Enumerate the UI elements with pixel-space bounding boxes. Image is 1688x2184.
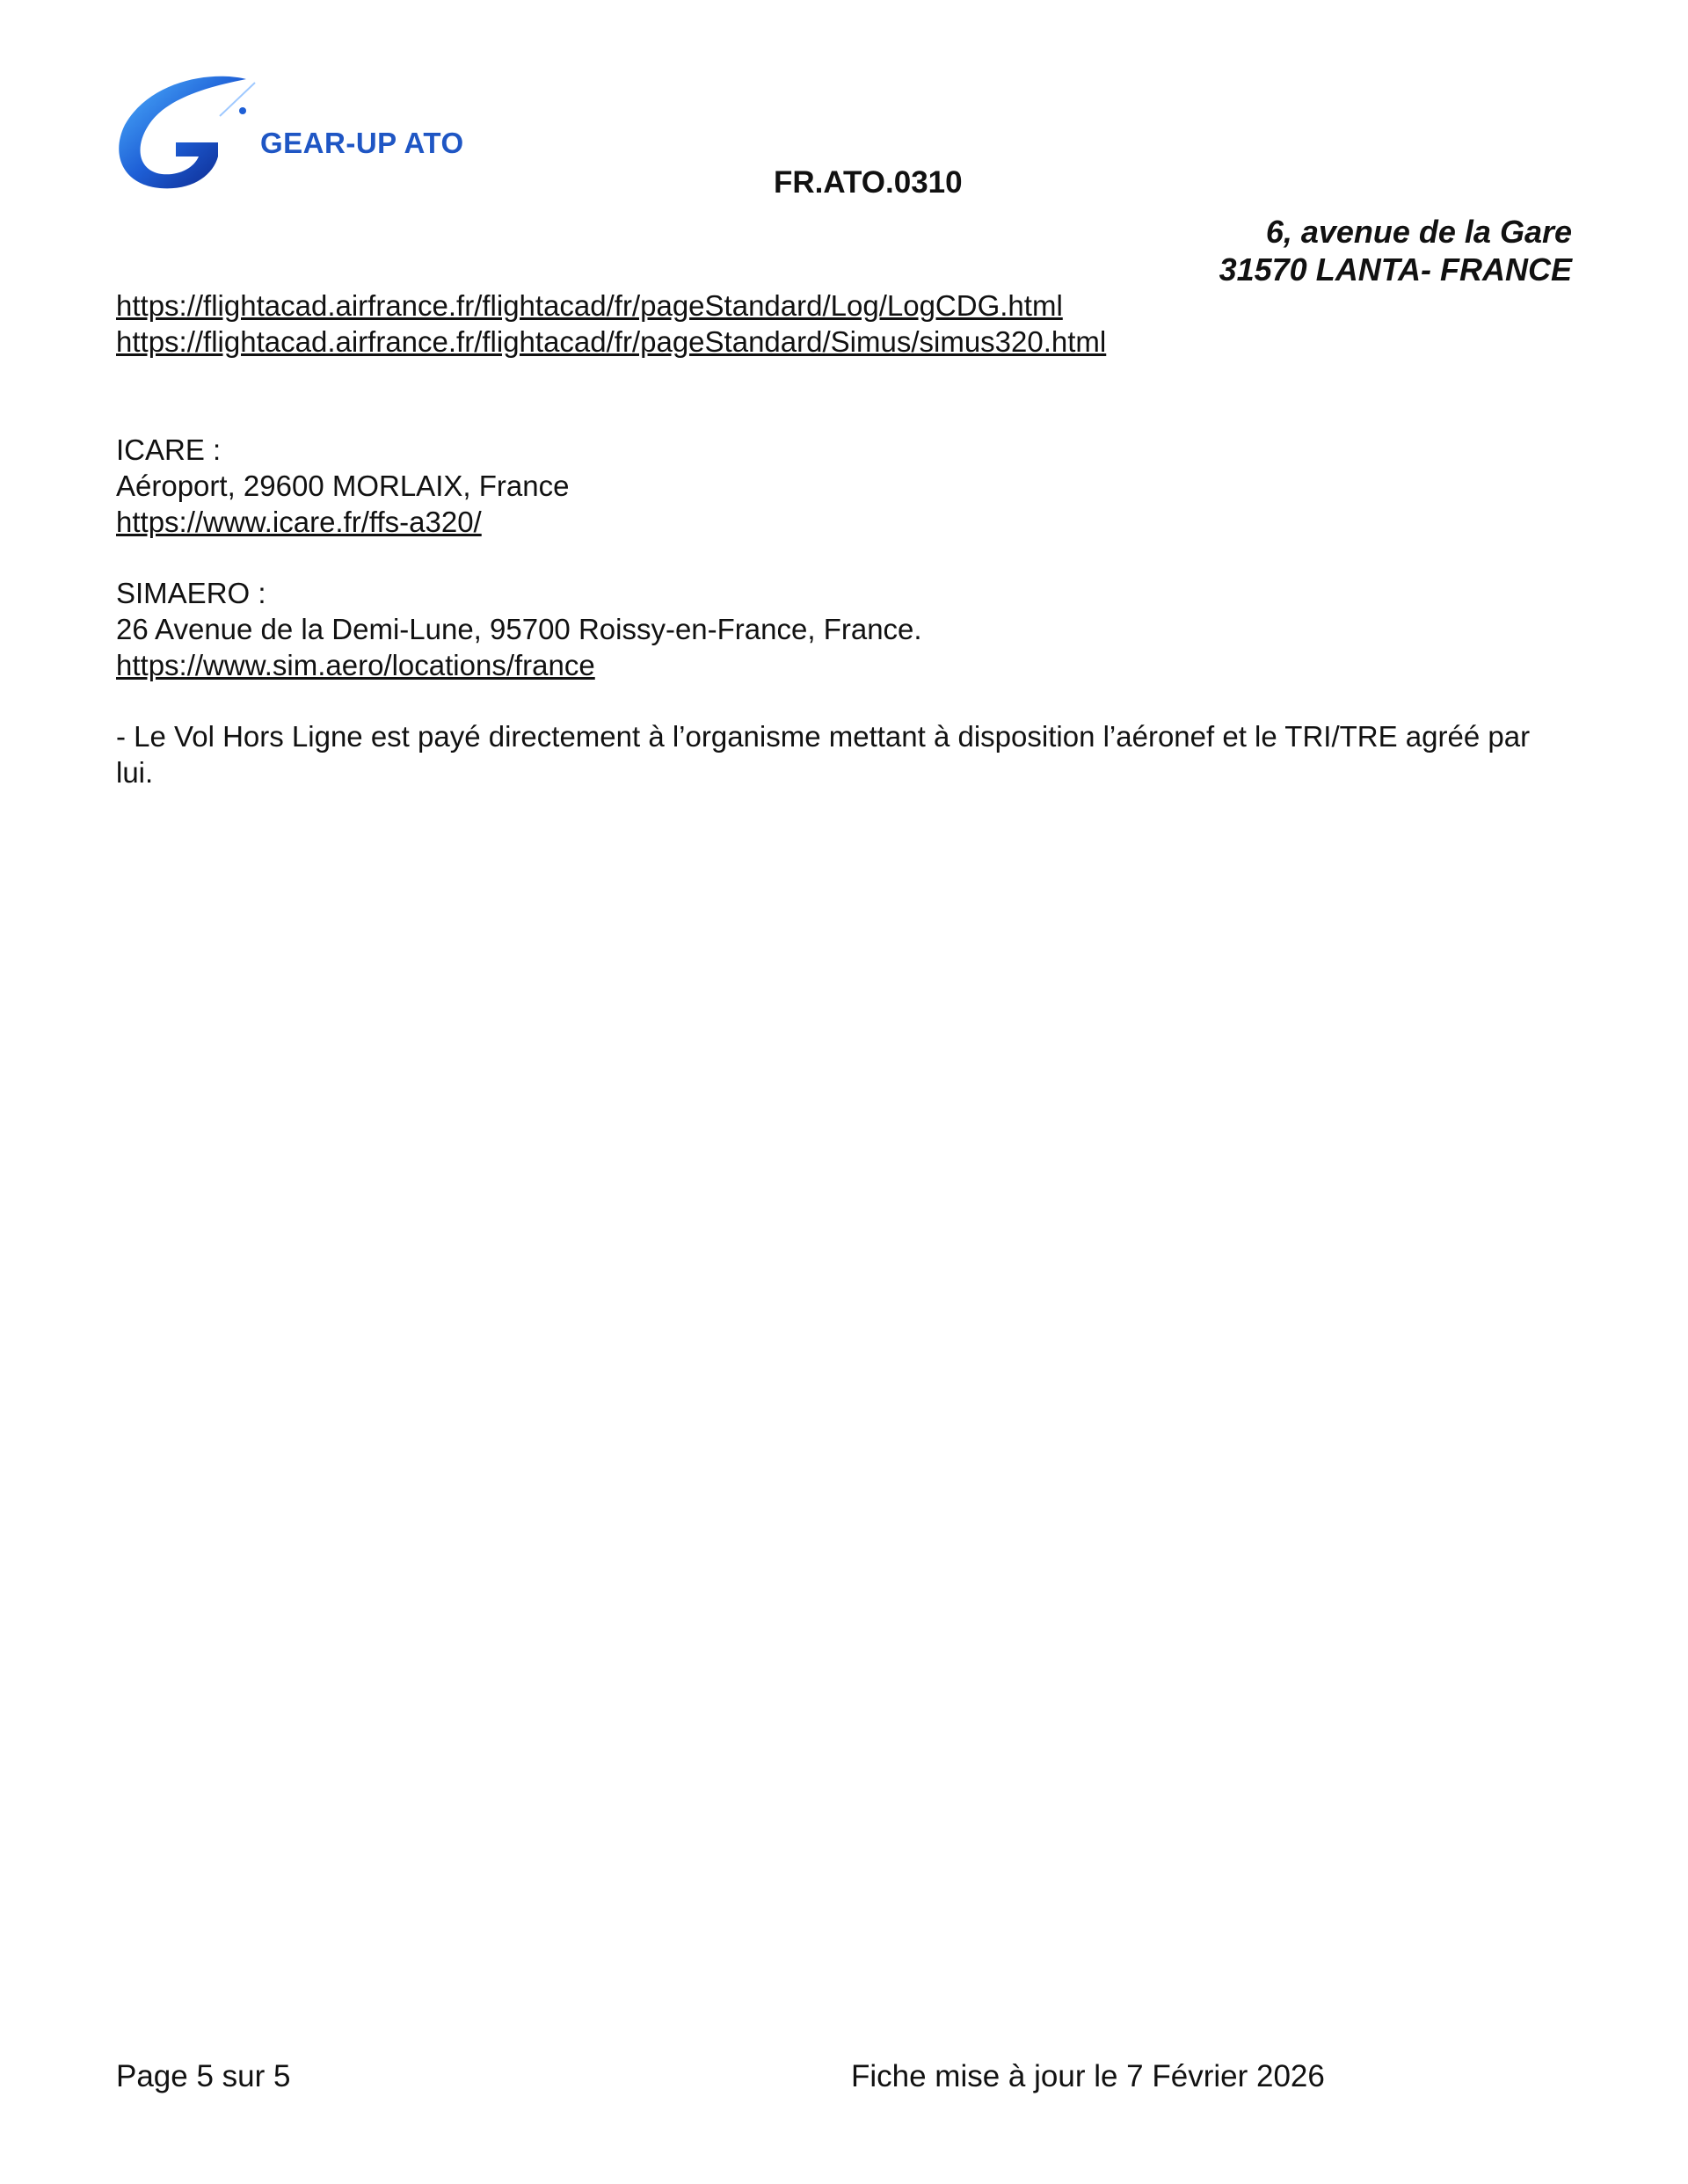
company-logo xyxy=(114,72,484,191)
address-city: 31570 LANTA- FRANCE xyxy=(1219,251,1572,288)
simaero-title: SIMAERO : xyxy=(116,577,266,609)
icare-link[interactable]: https://www.icare.fr/ffs-a320/ xyxy=(116,506,482,538)
address-street: 6, avenue de la Gare xyxy=(1265,214,1572,250)
company-address xyxy=(1219,213,1572,288)
icare-address: Aéroport, 29600 MORLAIX, France xyxy=(116,470,570,502)
payment-note: - Le Vol Hors Ligne est payé directement à l’organisme mettant à disposition l’aéronef et le TRI/TRE agréé par lui. xyxy=(116,720,1531,789)
link-airfrance-log[interactable]: https://flightacad.airfrance.fr/flightacad/fr/pageStandard/Log/LogCDG.html xyxy=(116,289,1063,322)
icare-title: ICARE : xyxy=(116,433,222,466)
gear-up-logo-icon xyxy=(114,72,259,191)
logo-text: GEAR-UP ATO xyxy=(260,127,464,159)
page-number: Page 5 sur 5 xyxy=(116,2059,291,2093)
simaero-address: 26 Avenue de la Demi-Lune, 95700 Roissy-en-France, France. xyxy=(116,613,922,645)
document-body xyxy=(116,288,1558,790)
document-reference: FR.ATO.0310 xyxy=(774,165,963,200)
update-date: Fiche mise à jour le 7 Février 2026 xyxy=(851,2059,1325,2093)
simaero-link[interactable]: https://www.sim.aero/locations/france xyxy=(116,649,595,681)
link-airfrance-simus[interactable]: https://flightacad.airfrance.fr/flightacad/fr/pageStandard/Simus/simus320.html xyxy=(116,325,1107,358)
